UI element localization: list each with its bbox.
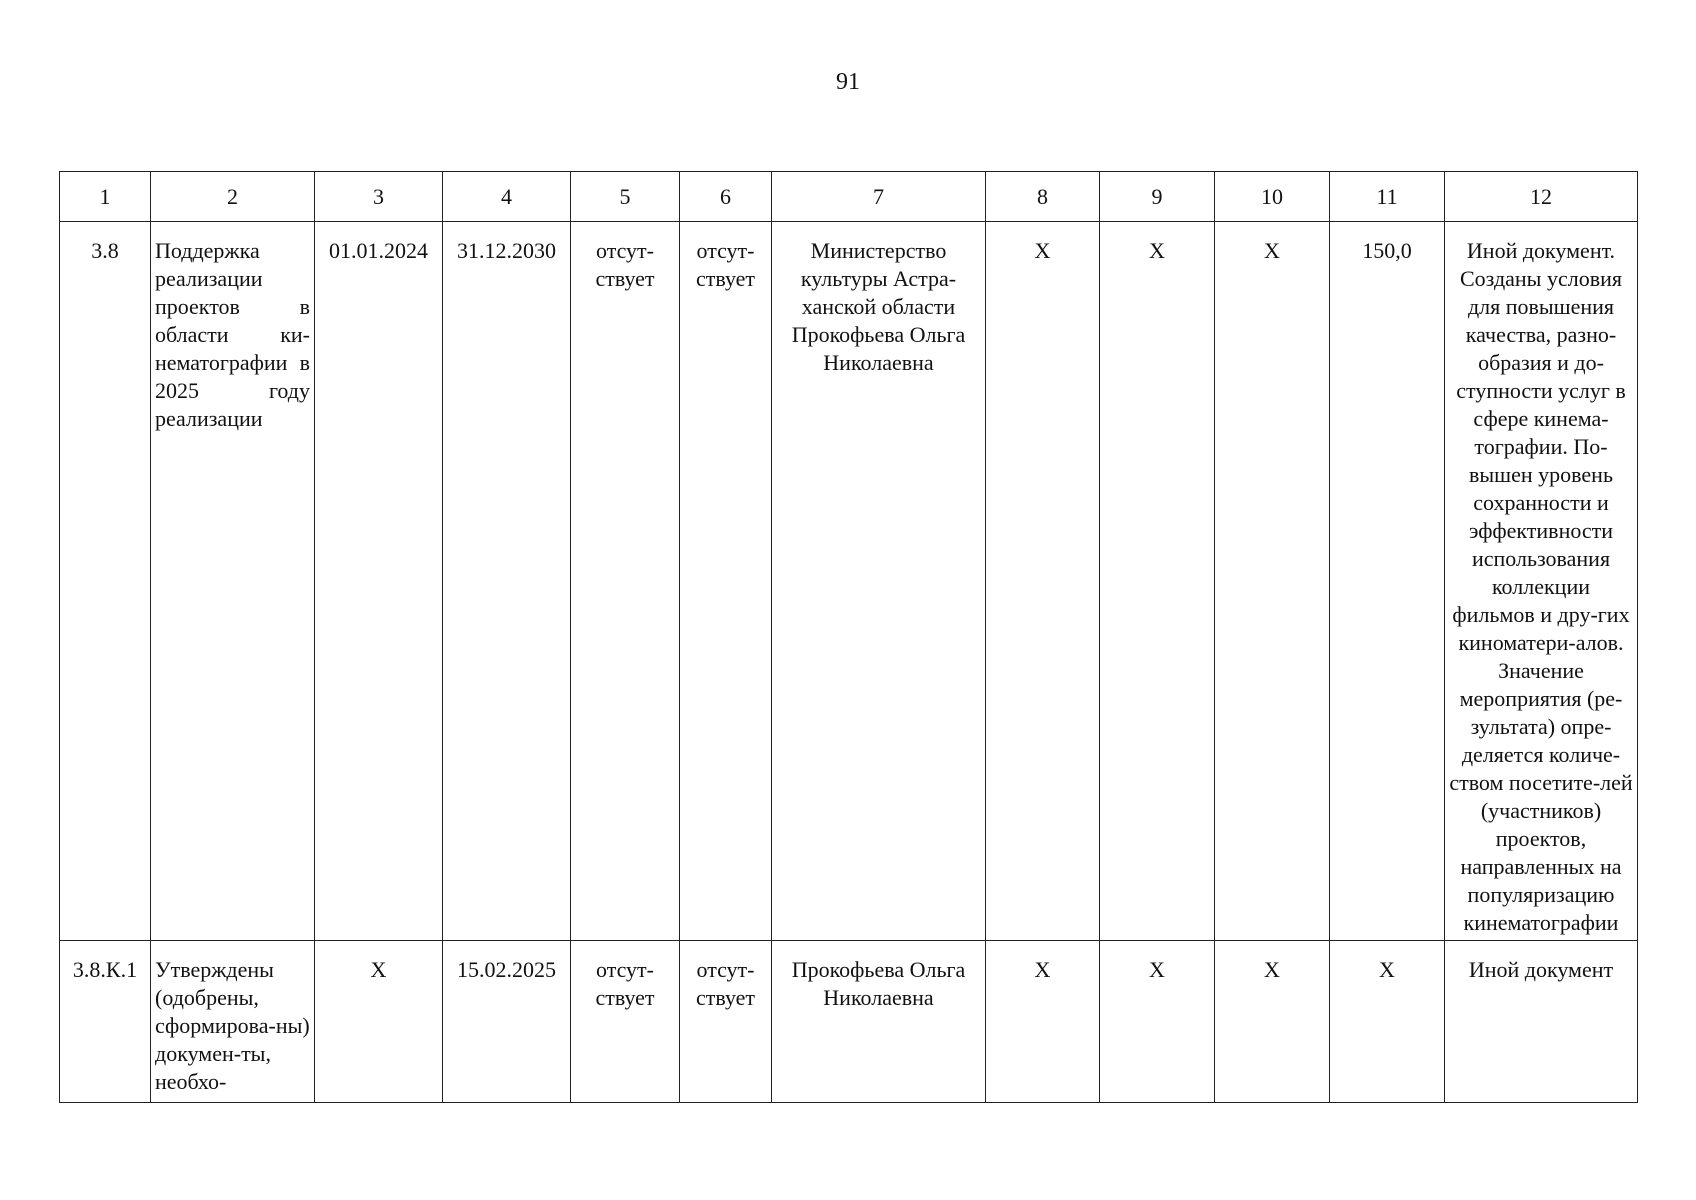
column-header: 10 — [1215, 172, 1330, 222]
column-header: 9 — [1100, 172, 1215, 222]
cell-col8: Х — [986, 941, 1100, 1103]
result-description: Иной документ — [1445, 941, 1638, 1103]
cell-col8: Х — [986, 222, 1100, 941]
column-header: 7 — [772, 172, 986, 222]
cell-col5: отсут-ствует — [571, 941, 680, 1103]
page-number: 91 — [836, 69, 860, 95]
cell-col10: Х — [1215, 941, 1330, 1103]
table-row — [60, 222, 1638, 941]
column-header: 8 — [986, 172, 1100, 222]
cell-col6: отсут-ствует — [680, 941, 772, 1103]
cell-col11: 150,0 — [1330, 222, 1445, 941]
column-number-row — [60, 172, 1638, 222]
responsible: Прокофьева Ольга Николаевна — [772, 941, 986, 1103]
end-date: 15.02.2025 — [443, 941, 571, 1103]
column-header: 2 — [151, 172, 315, 222]
column-header: 3 — [315, 172, 443, 222]
start-date: Х — [315, 941, 443, 1103]
event-name: Поддержка реализации проектов в области ки-нематографии в 2025 году реализации — [151, 222, 315, 941]
cell-col9: Х — [1100, 941, 1215, 1103]
event-name: Утверждены (одобрены, сформирова-ны) докумен-ты, необхо- — [151, 941, 315, 1103]
column-header: 11 — [1330, 172, 1445, 222]
column-header: 5 — [571, 172, 680, 222]
column-header: 6 — [680, 172, 772, 222]
plan-table — [59, 171, 1638, 1103]
row-number: 3.8.К.1 — [60, 941, 151, 1103]
cell-col9: Х — [1100, 222, 1215, 941]
responsible: Министерство культуры Астра-ханской области Прокофьева Ольга Николаевна — [772, 222, 986, 941]
result-description: Иной документ. Созданы условия для повышения качества, разно-образия и до-ступности услуг в сфере кинема-тографии. По-вышен уровень сохранности и эффективности использования коллекции фильмов и дру-гих киноматери-алов. Значение мероприятия (ре-зультата) опре-деляется количе-ством посетите-лей (участников) проектов, направленных на популяризацию кинематографии — [1445, 222, 1638, 941]
start-date: 01.01.2024 — [315, 222, 443, 941]
column-header: 4 — [443, 172, 571, 222]
table-row — [60, 941, 1638, 1103]
row-number: 3.8 — [60, 222, 151, 941]
end-date: 31.12.2030 — [443, 222, 571, 941]
column-header: 1 — [60, 172, 151, 222]
cell-col11: Х — [1330, 941, 1445, 1103]
cell-col5: отсут-ствует — [571, 222, 680, 941]
column-header: 12 — [1445, 172, 1638, 222]
cell-col6: отсут-ствует — [680, 222, 772, 941]
cell-col10: Х — [1215, 222, 1330, 941]
